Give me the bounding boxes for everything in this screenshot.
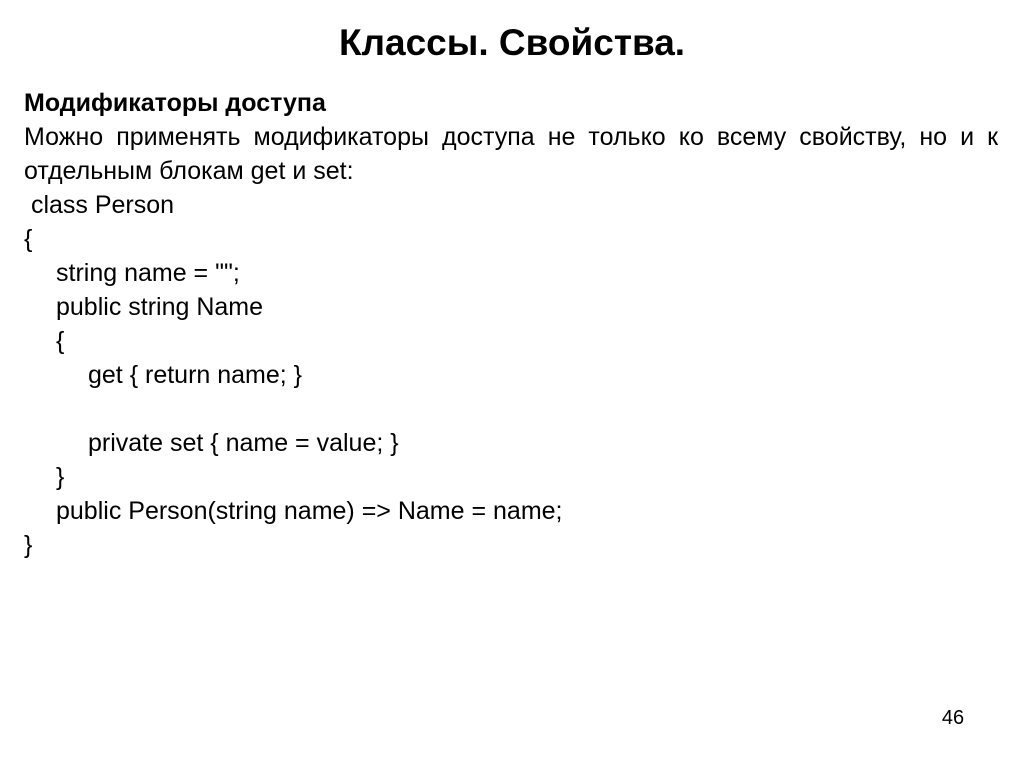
code-blank-line <box>24 392 998 426</box>
section-subheading: Модификаторы доступа <box>24 89 326 117</box>
code-line: } <box>56 463 65 491</box>
code-line: { <box>24 225 33 253</box>
slide-content <box>24 86 998 562</box>
code-line: { <box>56 327 65 355</box>
code-line: public Person(string name) => Name = name; <box>56 497 563 525</box>
slide-title: Классы. Свойства. <box>338 22 686 63</box>
slide-page-number: 46 <box>941 707 965 729</box>
body-paragraph: Можно применять модификаторы доступа не только ко всему свойству, но и к отдельным блокам get и set: <box>24 123 998 185</box>
code-line: get { return name; } <box>88 361 303 389</box>
code-line: } <box>24 531 33 559</box>
code-line: class Person <box>24 191 175 219</box>
code-example <box>24 188 998 562</box>
code-line: private set { name = value; } <box>88 429 399 457</box>
code-line: public string Name <box>56 293 264 321</box>
code-line: string name = ""; <box>56 259 240 287</box>
